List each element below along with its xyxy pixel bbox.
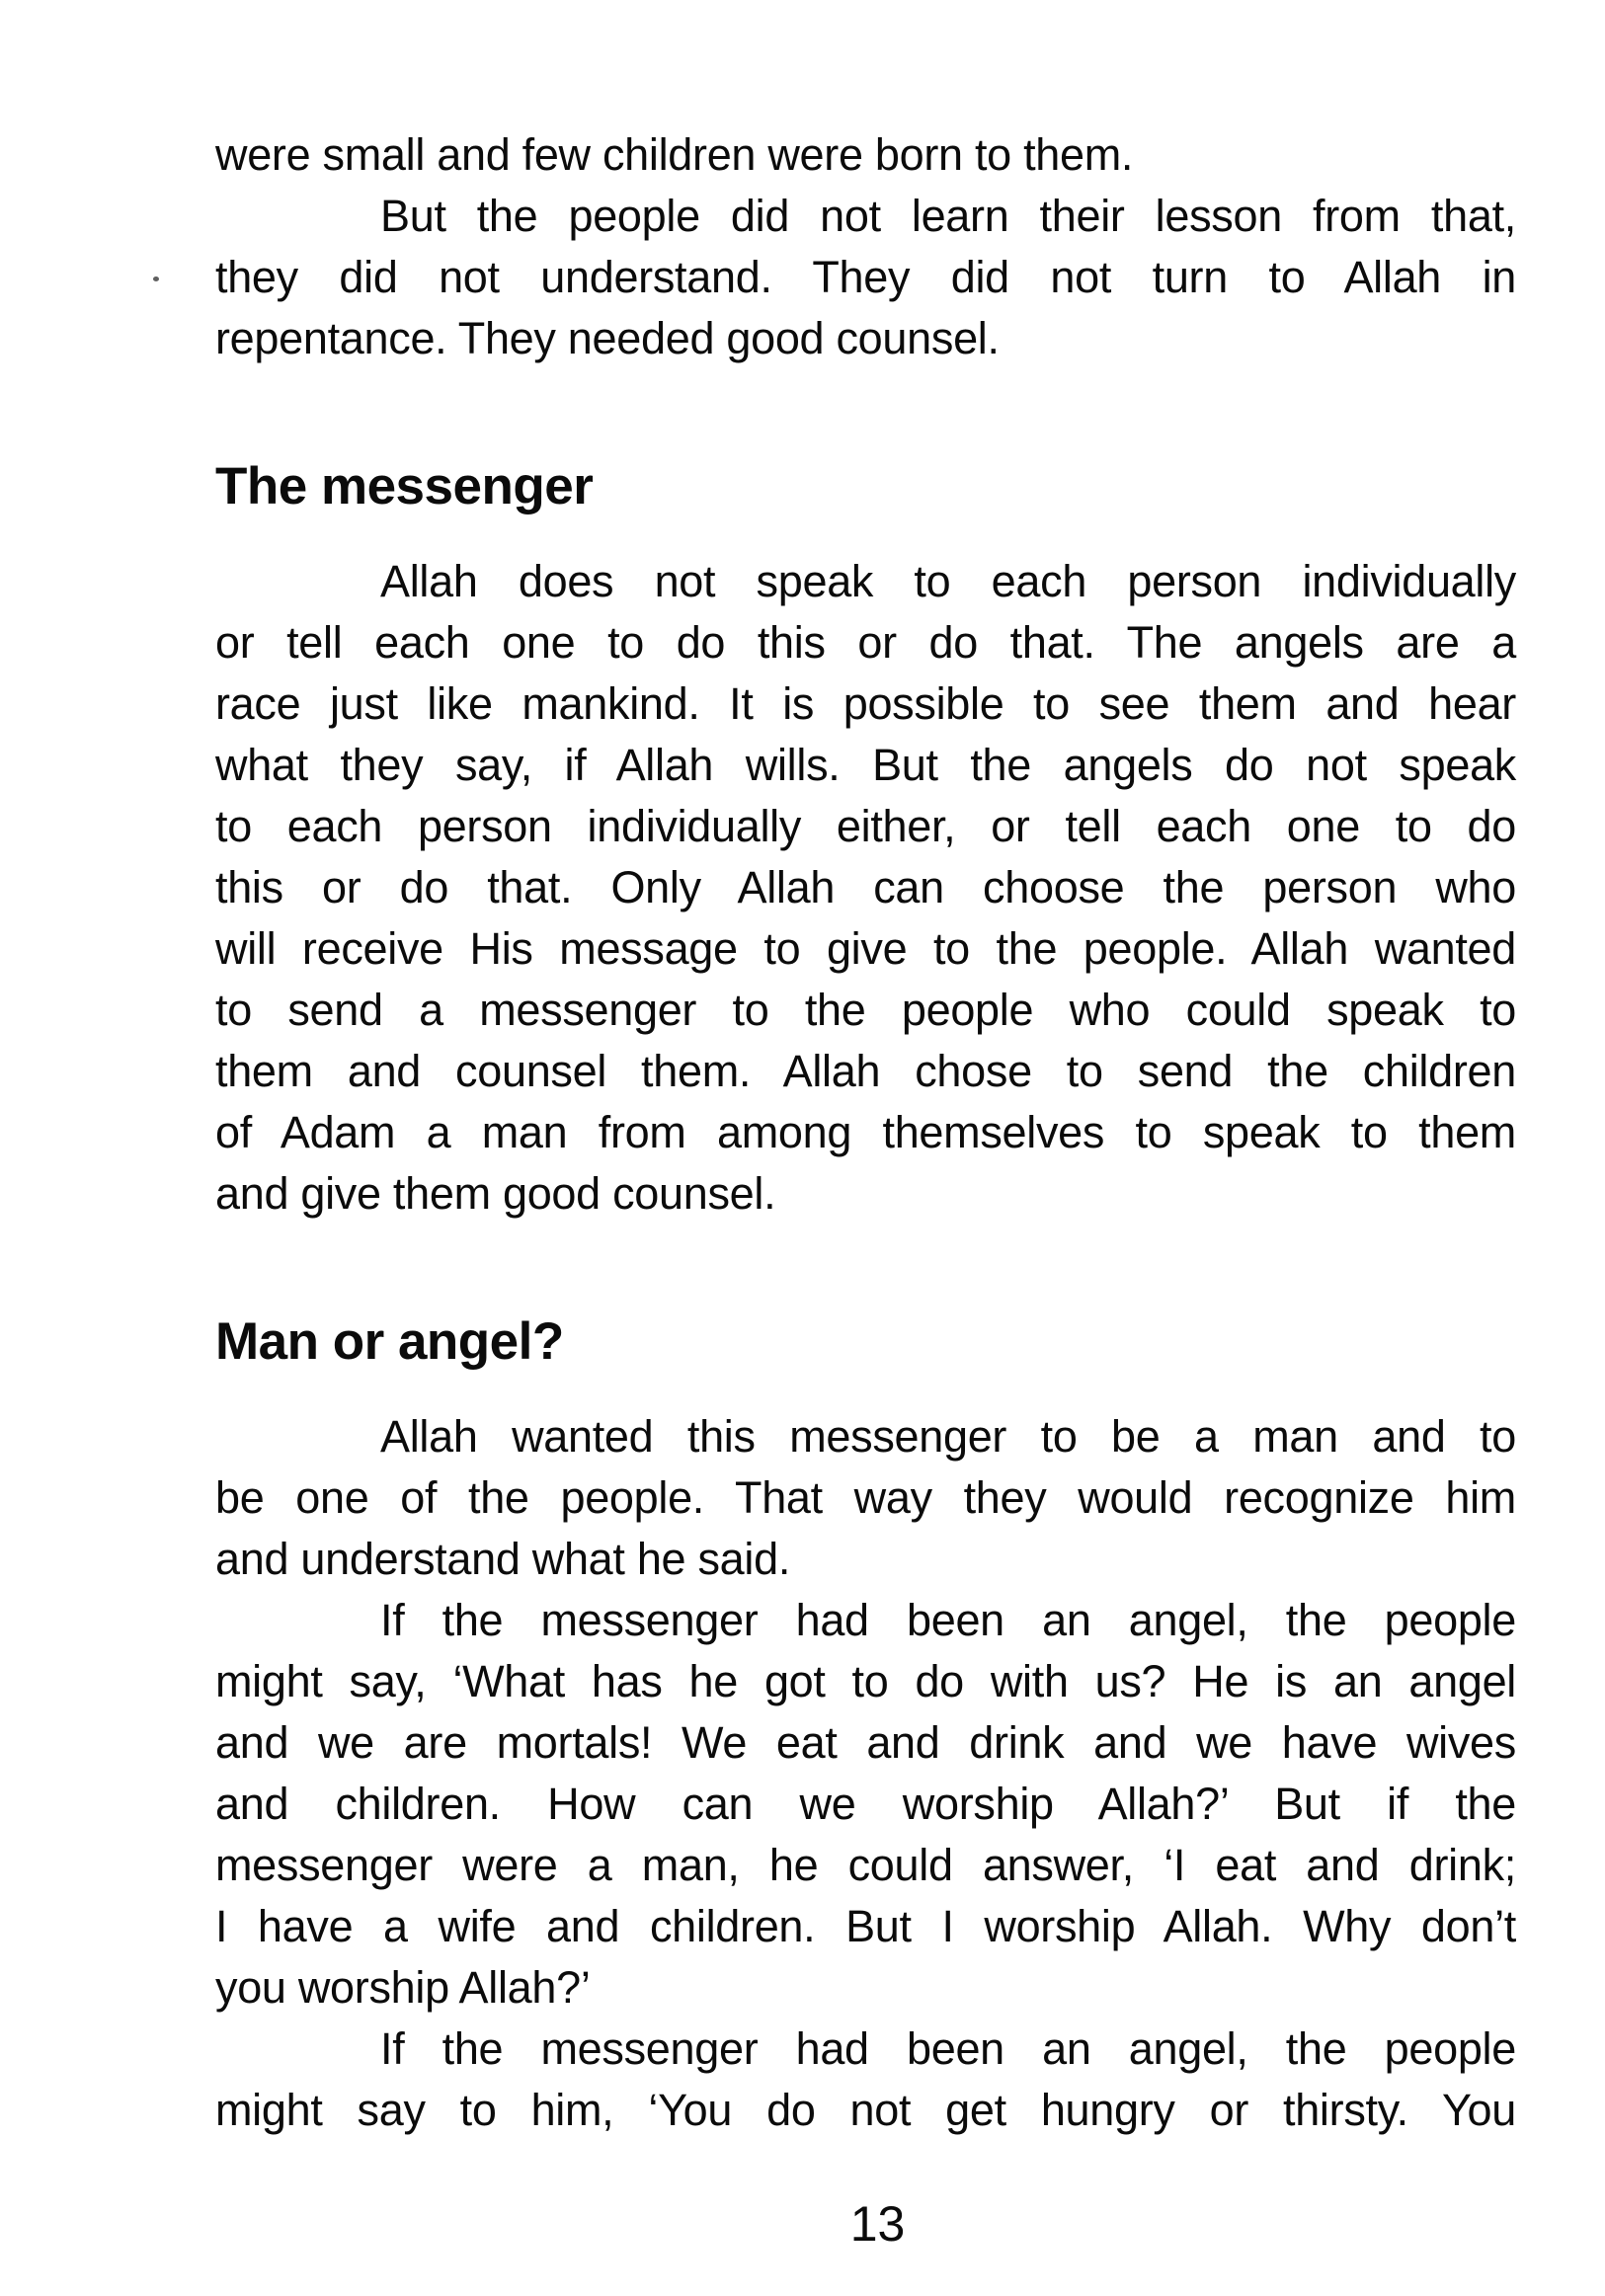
text-line: I have a wife and children. But I worship Allah. Why don’t [215, 1901, 1516, 1951]
text-line: were small and few children were born to them. [215, 129, 1134, 180]
text-line: or tell each one to do this or do that. The angels are a [215, 617, 1516, 668]
text-line: and we are mortals! We eat and drink and we have wives [215, 1717, 1516, 1768]
page-number: 13 [849, 2196, 906, 2252]
text-line: Allah wanted this messenger to be a man and to [380, 1411, 1516, 1462]
text-line: and children. How can we worship Allah?’ But if the [215, 1779, 1516, 1829]
text-line: to each person individually either, or tell each one to do [215, 801, 1516, 851]
text-line: might say, ‘What has he got to do with us? He is an angel [215, 1656, 1516, 1706]
text-line: But the people did not learn their lesson from that, [380, 191, 1516, 241]
text-line: Allah does not speak to each person individually [380, 556, 1516, 606]
text-line: and understand what he said. [215, 1534, 791, 1584]
text-line: you worship Allah?’ [215, 1962, 591, 2013]
text-line: will receive His message to give to the people. Allah wanted [215, 923, 1516, 974]
paragraph-lines [215, 1406, 1516, 2141]
text-line: to send a messenger to the people who could speak to [215, 985, 1516, 1035]
text-line: this or do that. Only Allah can choose the person who [215, 862, 1516, 912]
section-heading: Man or angel? [215, 1312, 564, 1371]
text-line: what they say, if Allah wills. But the angels do not speak [215, 740, 1516, 790]
text-line: race just like mankind. It is possible to see them and hear [215, 678, 1516, 729]
text-line: be one of the people. That way they would recognize him [215, 1472, 1516, 1523]
text-line: and give them good counsel. [215, 1168, 776, 1219]
text-line: they did not understand. They did not turn to Allah in [215, 252, 1516, 302]
paragraph-lines [215, 551, 1516, 1225]
text-line: of Adam a man from among themselves to speak to them [215, 1107, 1516, 1157]
section-heading: The messenger [215, 457, 594, 515]
paragraph-lines [215, 124, 1516, 369]
scan-speck [153, 277, 159, 281]
text-column [215, 124, 1516, 2255]
text-line: If the messenger had been an angel, the people [380, 2023, 1516, 2074]
text-line: them and counsel them. Allah chose to send the children [215, 1046, 1516, 1096]
text-line: If the messenger had been an angel, the people [380, 1595, 1516, 1645]
text-line: messenger were a man, he could answer, ‘I eat and drink; [215, 1840, 1516, 1890]
text-line: might say to him, ‘You do not get hungry or thirsty. You [215, 2085, 1516, 2135]
text-line: repentance. They needed good counsel. [215, 313, 1000, 363]
